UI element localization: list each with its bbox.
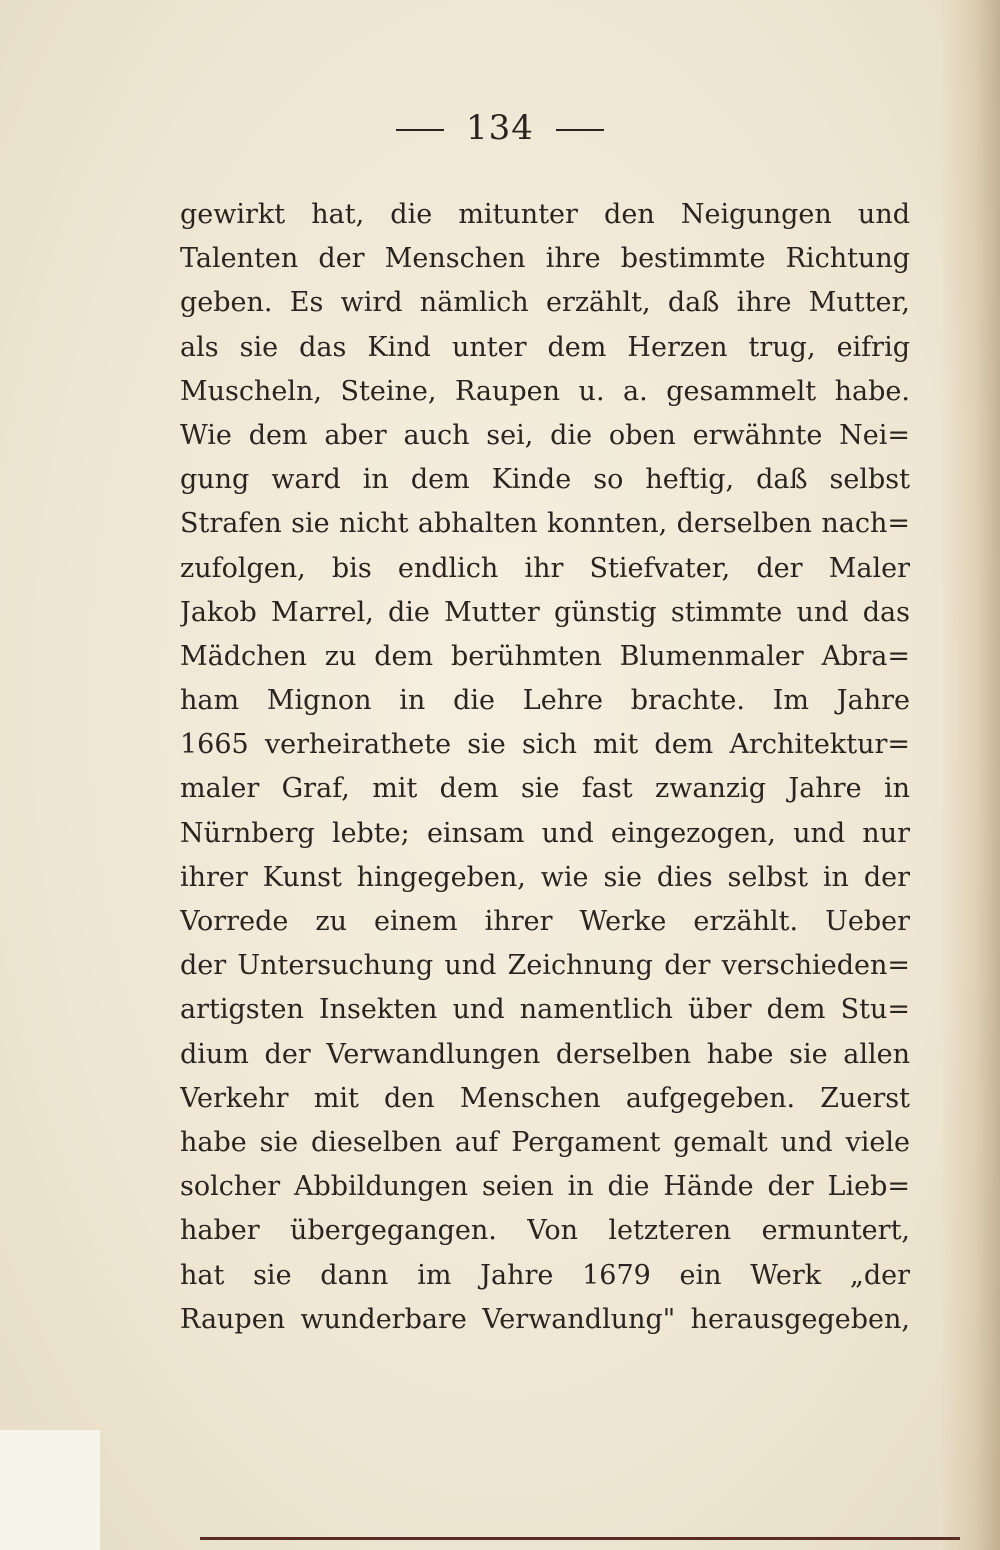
text-line: artigsten Insekten und namentlich über dem Stu= [180,994,910,1026]
text-line: ham Mignon in die Lehre brachte. Im Jahre [180,685,910,717]
text-line: ihrer Kunst hingegeben, wie sie dies selbst in der [180,861,910,893]
text-line: maler Graf, mit dem sie fast zwanzig Jahre in [180,773,910,805]
page-header [0,108,1000,148]
text-line: Verkehr mit den Menschen aufgegeben. Zuerst [180,1082,910,1114]
text-line: Raupen wunderbare Verwandlung" herausgegeben, [180,1303,910,1335]
text-line: Nürnberg lebte; einsam und eingezogen, und nur [180,817,910,849]
text-line: solcher Abbildungen seien in die Hände der Lieb= [180,1171,910,1203]
text-line: der Untersuchung und Zeichnung der verschieden= [180,950,910,982]
page-edge-shadow [940,0,1000,1550]
text-line: 1665 verheirathete sie sich mit dem Architektur= [180,729,910,761]
text-line: gung ward in dem Kinde so heftig, daß selbst [180,464,910,496]
text-line: als sie das Kind unter dem Herzen trug, eifrig [180,331,910,363]
text-line: Strafen sie nicht abhalten konnten, derselben nach= [180,508,910,540]
text-line: hat sie dann im Jahre 1679 ein Werk „der [180,1259,910,1291]
body-text [180,193,910,1342]
text-line: Mädchen zu dem berühmten Blumenmaler Abra= [180,640,910,672]
text-line: Talenten der Menschen ihre bestimmte Richtung [180,243,910,275]
text-line: geben. Es wird nämlich erzählt, daß ihre Mutter, [180,287,910,319]
scan-corner [0,1430,100,1550]
text-line: Muscheln, Steine, Raupen u. a. gesammelt habe. [180,375,910,407]
left-dash [396,129,444,131]
text-line: zufolgen, bis endlich ihr Stiefvater, der Maler [180,552,910,584]
text-line: Jakob Marrel, die Mutter günstig stimmte und das [180,596,910,628]
text-line: gewirkt hat, die mitunter den Neigungen und [180,199,910,230]
right-dash [556,129,604,131]
page-number: 134 [466,108,534,148]
text-line: habe sie dieselben auf Pergament gemalt und viele [180,1126,910,1158]
text-line: Wie dem aber auch sei, die oben erwähnte Nei= [180,419,910,451]
text-line: Vorrede zu einem ihrer Werke erzählt. Ueber [180,906,910,937]
text-line: dium der Verwandlungen derselben habe sie allen [180,1038,910,1070]
text-line: haber übergegangen. Von letzteren ermuntert, [180,1215,910,1247]
bottom-rule [200,1537,960,1540]
